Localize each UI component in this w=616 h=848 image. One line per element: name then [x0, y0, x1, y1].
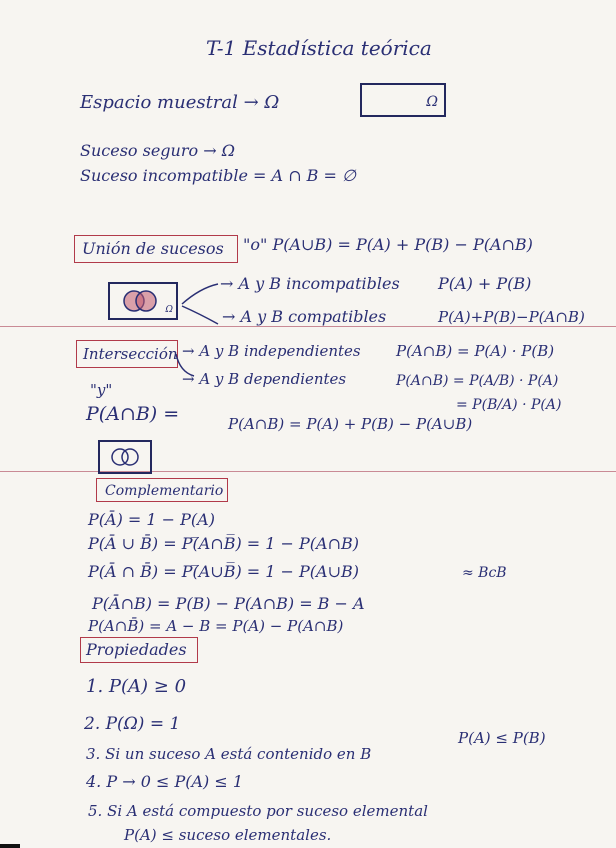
complementario-line-2: P(Ā ∪ B̄) = P(̅A∩B̅) = 1 − P(A∩B) — [88, 534, 359, 553]
scan-corner-mark — [0, 844, 20, 848]
propiedad-5-line-2: P(A) ≤ suceso elementales. — [124, 826, 332, 844]
interseccion-dep-formula-2: = P(B/A) · P(A) — [456, 397, 562, 413]
ruled-line — [0, 326, 616, 327]
propiedad-1: 1. P(A) ≥ 0 — [86, 676, 187, 697]
propiedad-2: 2. P(Ω) = 1 — [84, 714, 181, 734]
interseccion-general-rhs: P(A∩B) = P(A) + P(B) − P(A∪B) — [228, 415, 473, 433]
omega-box — [360, 83, 446, 117]
suceso-seguro: Suceso seguro → Ω — [80, 141, 235, 160]
ruled-line — [0, 471, 616, 472]
venn-intersection-icon — [100, 442, 150, 472]
venn-union-box — [108, 282, 178, 320]
union-label-box — [74, 235, 238, 263]
propiedad-3: 3. Si un suceso A está contenido en B — [86, 745, 372, 763]
complementario-label-box — [96, 478, 228, 502]
interseccion-general-lhs: P(A∩B) = — [86, 403, 180, 425]
complementario-line-4: P(Ā∩B) = P(B) − P(A∩B) = B − A — [92, 594, 365, 613]
propiedad-3-formula: P(A) ≤ P(B) — [458, 729, 546, 747]
interseccion-arrow — [174, 352, 204, 382]
interseccion-independientes: → A y B independientes — [182, 342, 361, 360]
complementario-line-5: P(A∩B̄) = A − B = P(A) − P(A∩B) — [88, 617, 344, 635]
union-label: Unión de sucesos — [82, 239, 224, 258]
union-compatibles: → A y B compatibles — [222, 307, 387, 326]
propiedades-label-box — [80, 637, 198, 663]
interseccion-label-box — [76, 340, 178, 368]
union-incompatibles: → A y B incompatibles — [220, 274, 400, 293]
union-incompat-formula: P(A) + P(B) — [438, 274, 532, 293]
suceso-incompatible: Suceso incompatible = A ∩ B = ∅ — [80, 166, 356, 185]
complementario-scribble: ≈ BcB — [462, 565, 507, 581]
venn-omega: Ω — [165, 305, 173, 315]
propiedad-5: 5. Si A está compuesto por suceso elemental — [88, 802, 428, 820]
interseccion-label: Intersección — [83, 345, 178, 363]
page-title: T-1 Estadística teórica — [206, 36, 432, 60]
complementario-line-1: P(Ā) = 1 − P(A) — [88, 510, 215, 529]
interseccion-indep-formula: P(A∩B) = P(A) · P(B) — [396, 342, 555, 360]
complementario-label: Complementario — [105, 483, 224, 499]
complementario-line-3: P(Ā ∩ B̄) = P(̅A∪B̅) = 1 − P(A∪B) — [88, 562, 359, 581]
propiedad-4: 4. P → 0 ≤ P(A) ≤ 1 — [86, 772, 244, 791]
y-label: "y" — [90, 381, 113, 399]
propiedades-label: Propiedades — [86, 640, 187, 659]
union-compat-formula: P(A)+P(B)−P(A∩B) — [438, 308, 585, 326]
espacio-muestral: Espacio muestral → Ω — [80, 92, 280, 113]
venn-intersection-box — [98, 440, 152, 474]
interseccion-dep-formula: P(A∩B) = P(A/B) · P(A) — [396, 373, 559, 389]
union-formula: "o" P(A∪B) = P(A) + P(B) − P(A∩B) — [243, 235, 533, 254]
interseccion-dependientes: → A y B dependientes — [182, 370, 347, 388]
omega-box-label: Ω — [426, 94, 438, 110]
